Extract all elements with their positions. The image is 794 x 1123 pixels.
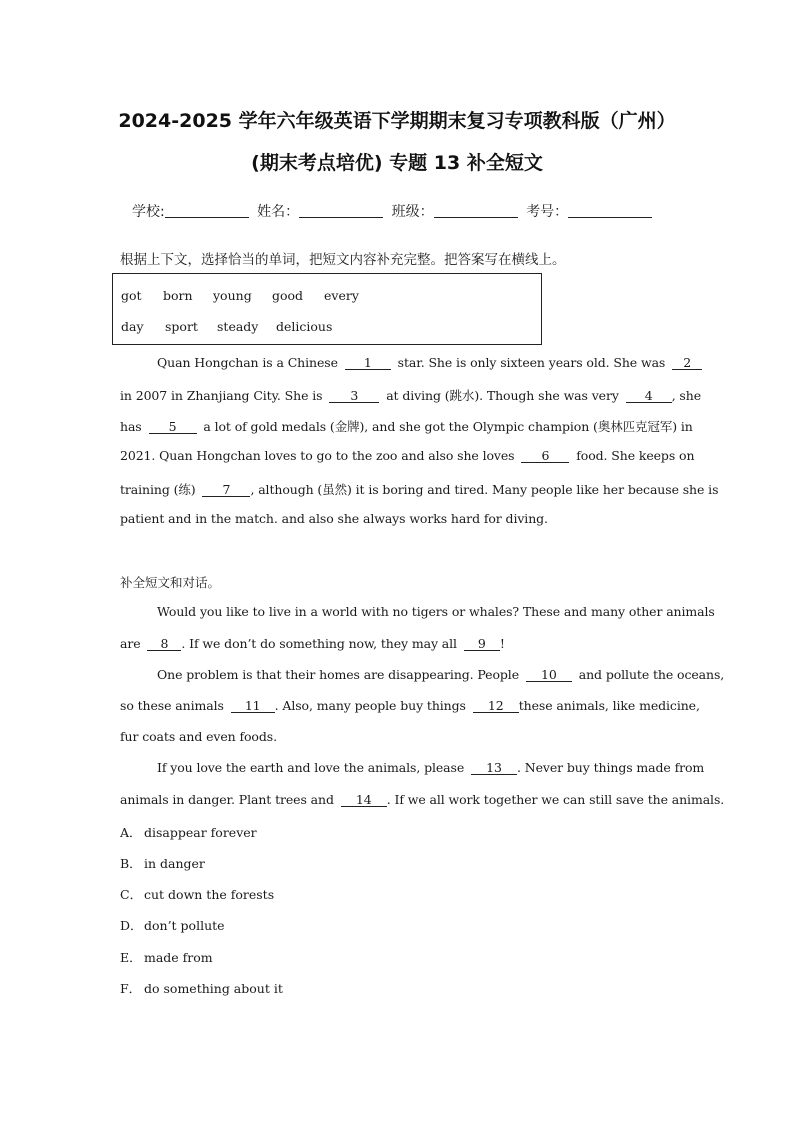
school-label: 学校: [132,204,165,220]
passage-text: a lot of gold medals (金牌), and she got the Olympic champion (奥林匹克冠军) in [203,419,693,434]
answer-blank-11[interactable]: 11 [231,699,275,713]
word-bank-item: got [121,288,142,303]
passage2-line [157,667,724,682]
word-bank-row-1 [121,288,359,303]
passage2-line [157,760,704,775]
answer-blank-5[interactable]: 5 [149,420,197,434]
answer-blank-9[interactable]: 9 [464,637,500,651]
option-key: F． [120,981,142,996]
section2-instruction: 补全短文和对话。 [120,575,221,590]
passage1-line: patient and in the match. and also she always works hard for diving. [120,511,548,526]
option-key: D． [120,918,143,933]
option-text: made from [144,950,213,965]
word-bank-item: born [163,288,193,303]
passage-text: these animals, like medicine, [518,698,700,713]
passage-text: One problem is that their homes are disappearing. People [157,667,519,682]
answer-blank-12[interactable]: 12 [473,699,519,713]
passage1-line [120,386,701,404]
page-title: 2024-2025 学年六年级英语下学期期末复习专项教科版（广州） [118,110,676,132]
option-text: cut down the forests [144,887,275,902]
passage1-line [120,417,693,435]
passage2-line [120,792,724,807]
passage-text: . If we don’t do something now, they may all [181,636,457,651]
word-bank-item: day [121,319,144,334]
passage-text: in 2007 in Zhanjiang City. She is [120,388,323,403]
name-blank[interactable] [299,203,383,218]
passage-text: has [120,419,142,434]
school-blank[interactable] [165,203,249,218]
class-label: 班级： [391,204,434,220]
answer-blank-7[interactable]: 7 [202,483,250,497]
exam-number-label: 考号： [526,204,569,220]
answer-blank-6[interactable]: 6 [521,449,569,463]
page-subtitle: (期末考点培优) 专题 13 补全短文 [251,152,543,174]
passage-text: Quan Hongchan is a Chinese [157,355,338,370]
section1-instruction: 根据上下文，选择恰当的单词，把短文内容补充完整。把答案写在横线上。 [120,252,566,268]
word-bank-item: good [272,288,304,303]
word-bank-item: steady [217,319,259,334]
class-blank[interactable] [434,203,518,218]
option-key: E． [120,950,142,965]
passage2-line: Would you like to live in a world with no tigers or whales? These and many other animals [157,604,715,619]
passage-text: star. She is only sixteen years old. She was [397,355,666,370]
passage1-line [120,448,694,463]
option-f [120,979,283,997]
passage-text: food. She keeps on [576,448,695,463]
word-bank [112,273,542,345]
student-info-row [132,201,656,221]
passage1-line [120,480,718,498]
passage-text: are [120,636,141,651]
option-c [120,885,274,903]
answer-blank-2[interactable]: 2 [672,356,702,370]
passage-text: at diving (跳水). Though she was very [386,388,619,403]
answer-blank-13[interactable]: 13 [471,761,517,775]
passage-text: , she [671,388,701,403]
passage-text: ! [499,636,505,651]
passage-text: 2021. Quan Hongchan loves to go to the zoo and also she loves [120,448,515,463]
passage-text: animals in danger. Plant trees and [120,792,334,807]
answer-blank-1[interactable]: 1 [345,356,391,370]
passage2-line: fur coats and even foods. [120,729,277,744]
name-label: 姓名： [257,204,300,220]
word-bank-item: sport [165,319,198,334]
option-key: B． [120,856,142,871]
answer-blank-4[interactable]: 4 [626,389,672,403]
passage1-line [157,355,705,370]
word-bank-item: every [324,288,359,303]
passage2-line [120,698,700,713]
option-text: in danger [144,856,205,871]
passage-text: . Also, many people buy things [274,698,466,713]
option-key: A． [120,825,142,840]
option-a [120,823,257,841]
word-bank-row-2 [121,319,332,334]
passage-text: If you love the earth and love the animals, please [157,760,465,775]
passage-text: and pollute the oceans, [578,667,725,682]
passage-text: , although (虽然) it is boring and tired. Many people like her because she is [250,482,719,497]
answer-blank-14[interactable]: 14 [341,793,387,807]
option-d [120,916,225,934]
option-e [120,948,213,966]
exam-number-blank[interactable] [568,203,652,218]
word-bank-item: young [213,288,252,303]
option-text: do something about it [144,981,283,996]
passage-text: training (练) [120,482,196,497]
option-b [120,854,205,872]
answer-blank-8[interactable]: 8 [147,637,181,651]
option-text: don’t pollute [144,918,225,933]
passage-text: so these animals [120,698,224,713]
option-text: disappear forever [144,825,257,840]
passage-text: . If we all work together we can still save the animals. [386,792,725,807]
answer-blank-10[interactable]: 10 [526,668,572,682]
word-bank-item: delicious [276,319,333,334]
passage2-line [120,636,505,651]
passage-text: . Never buy things made from [517,760,705,775]
option-key: C． [120,887,143,902]
answer-blank-3[interactable]: 3 [329,389,379,403]
